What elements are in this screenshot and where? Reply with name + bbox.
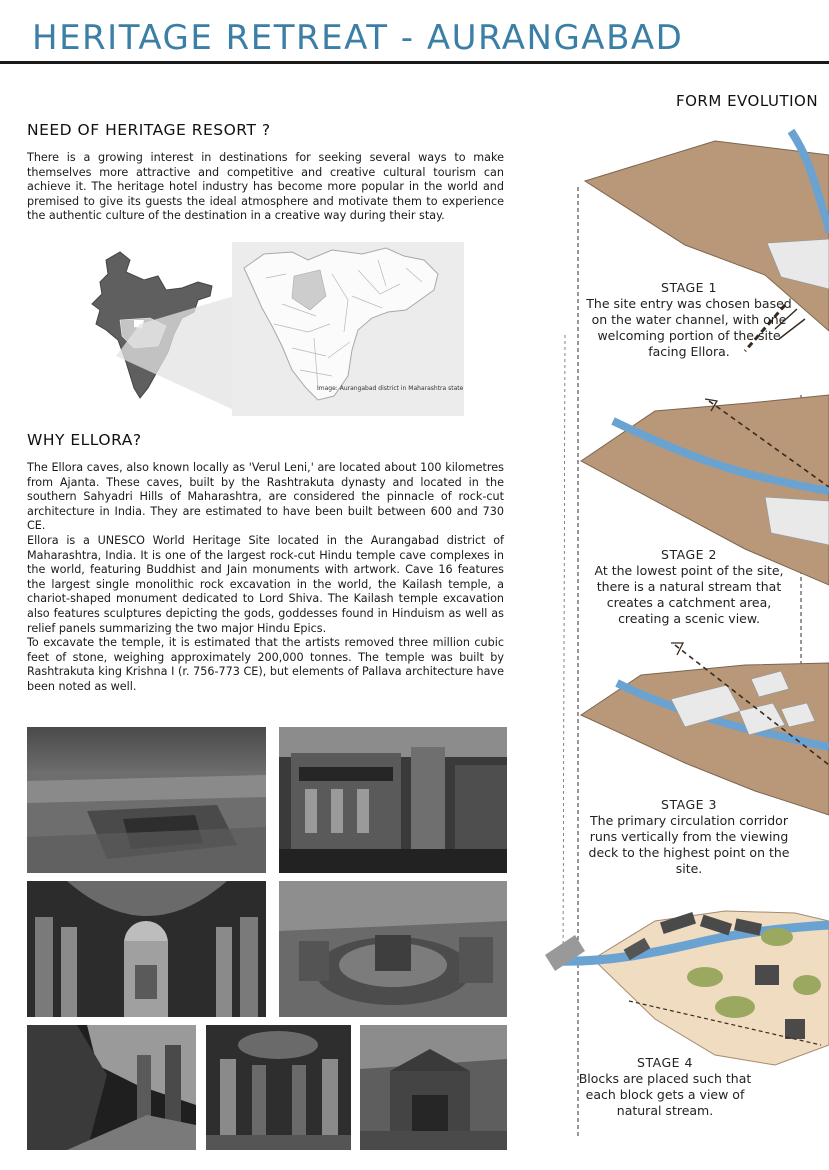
stage-2-text: At the lowest point of the site, there is a natural stream that creates a catchment area, creating a scenic view. — [594, 563, 784, 626]
ellora-text-2: Ellora is a UNESCO World Heritage Site located in the Aurangabad district of Maharashtra, India. It is one of the largest rock-cut Hindu temple cave complexes in the world, featuring Buddhist and Jain monuments with artwork. Cave 16 features the largest single monolithic rock excavation in the world, the Kailash temple, a chariot-shaped monument dedicated to Lord Shiva. The Kailash temple excavation also features sculptures depicting the gods, goddesses found in Hinduism as well as relief panels summarizing the two major Hindu Epics. — [27, 533, 504, 635]
ellora-paragraph — [27, 461, 504, 695]
need-text: There is a growing interest in destinations for seeking several ways to make themselves more attractive and competitive and creative cultural tourism can achieve it. The heritage hotel industry has become more popular in the world and premised to give its guests the ideal atmosphere and motivate them to experience the authentic culture of the destination in a creative way during their stay. — [27, 151, 504, 223]
need-heading: NEED OF HERITAGE RESORT ? — [27, 121, 271, 139]
stage-2-caption — [582, 547, 796, 627]
stage-4-title: STAGE 4 — [637, 1055, 693, 1070]
stage-1-text: The site entry was chosen based on the water channel, with one welcoming portion of the site facing Ellora. — [586, 296, 792, 359]
kailash-temple-aerial-photo — [279, 881, 507, 1017]
need-paragraph — [27, 151, 504, 224]
temple-facade-photo — [360, 1025, 507, 1150]
map-caption: Image: Aurangabad district in Maharashtra state — [317, 385, 464, 392]
ellora-text-1: The Ellora caves, also known locally as 'Verul Leni,' are located about 100 kilometres from Ajanta. These caves, built by the Rashtrakuta dynasty and located in the southern Sahyadri Hills of Maharashtra, are considered the pinnacle of rock-cut architecture in India. They are estimated to have been built between 600 and 730 CE. — [27, 461, 504, 533]
page-title: HERITAGE RETREAT - AURANGABAD — [32, 18, 684, 58]
stage-3-text: The primary circulation corridor runs vertically from the viewing deck to the highest point on the site. — [588, 813, 790, 876]
ellora-text-3: To excavate the temple, it is estimated that the artists removed three million cubic feet of stone, weighing approximately 200,000 tonnes. The temple was built by Rashtrakuta king Krishna I (r. 756-773 CE), but elements of Pallava architecture have been noted as well. — [27, 636, 504, 693]
form-evolution-diagram — [545, 115, 829, 1150]
form-evolution-heading: FORM EVOLUTION — [676, 92, 819, 110]
cave-interior-photo — [206, 1025, 351, 1150]
stage-4-text: Blocks are placed such that each block gets a view of natural stream. — [578, 1071, 752, 1118]
stage-1-title: STAGE 1 — [661, 280, 717, 295]
header-divider — [0, 61, 829, 64]
stage-1-caption — [582, 280, 796, 360]
location-map — [86, 238, 466, 418]
stage4-site-plan — [593, 911, 829, 1065]
kailash-carvings-photo — [279, 727, 507, 873]
stage-4-caption — [575, 1055, 755, 1119]
cave-corridor-photo — [27, 1025, 196, 1150]
stage-3-caption — [582, 797, 796, 877]
chaitya-hall-photo — [27, 881, 266, 1017]
ellora-heading: WHY ELLORA? — [27, 431, 142, 449]
stage-2-title: STAGE 2 — [661, 547, 717, 562]
ellora-landscape-photo — [27, 727, 266, 873]
stage-3-title: STAGE 3 — [661, 797, 717, 812]
